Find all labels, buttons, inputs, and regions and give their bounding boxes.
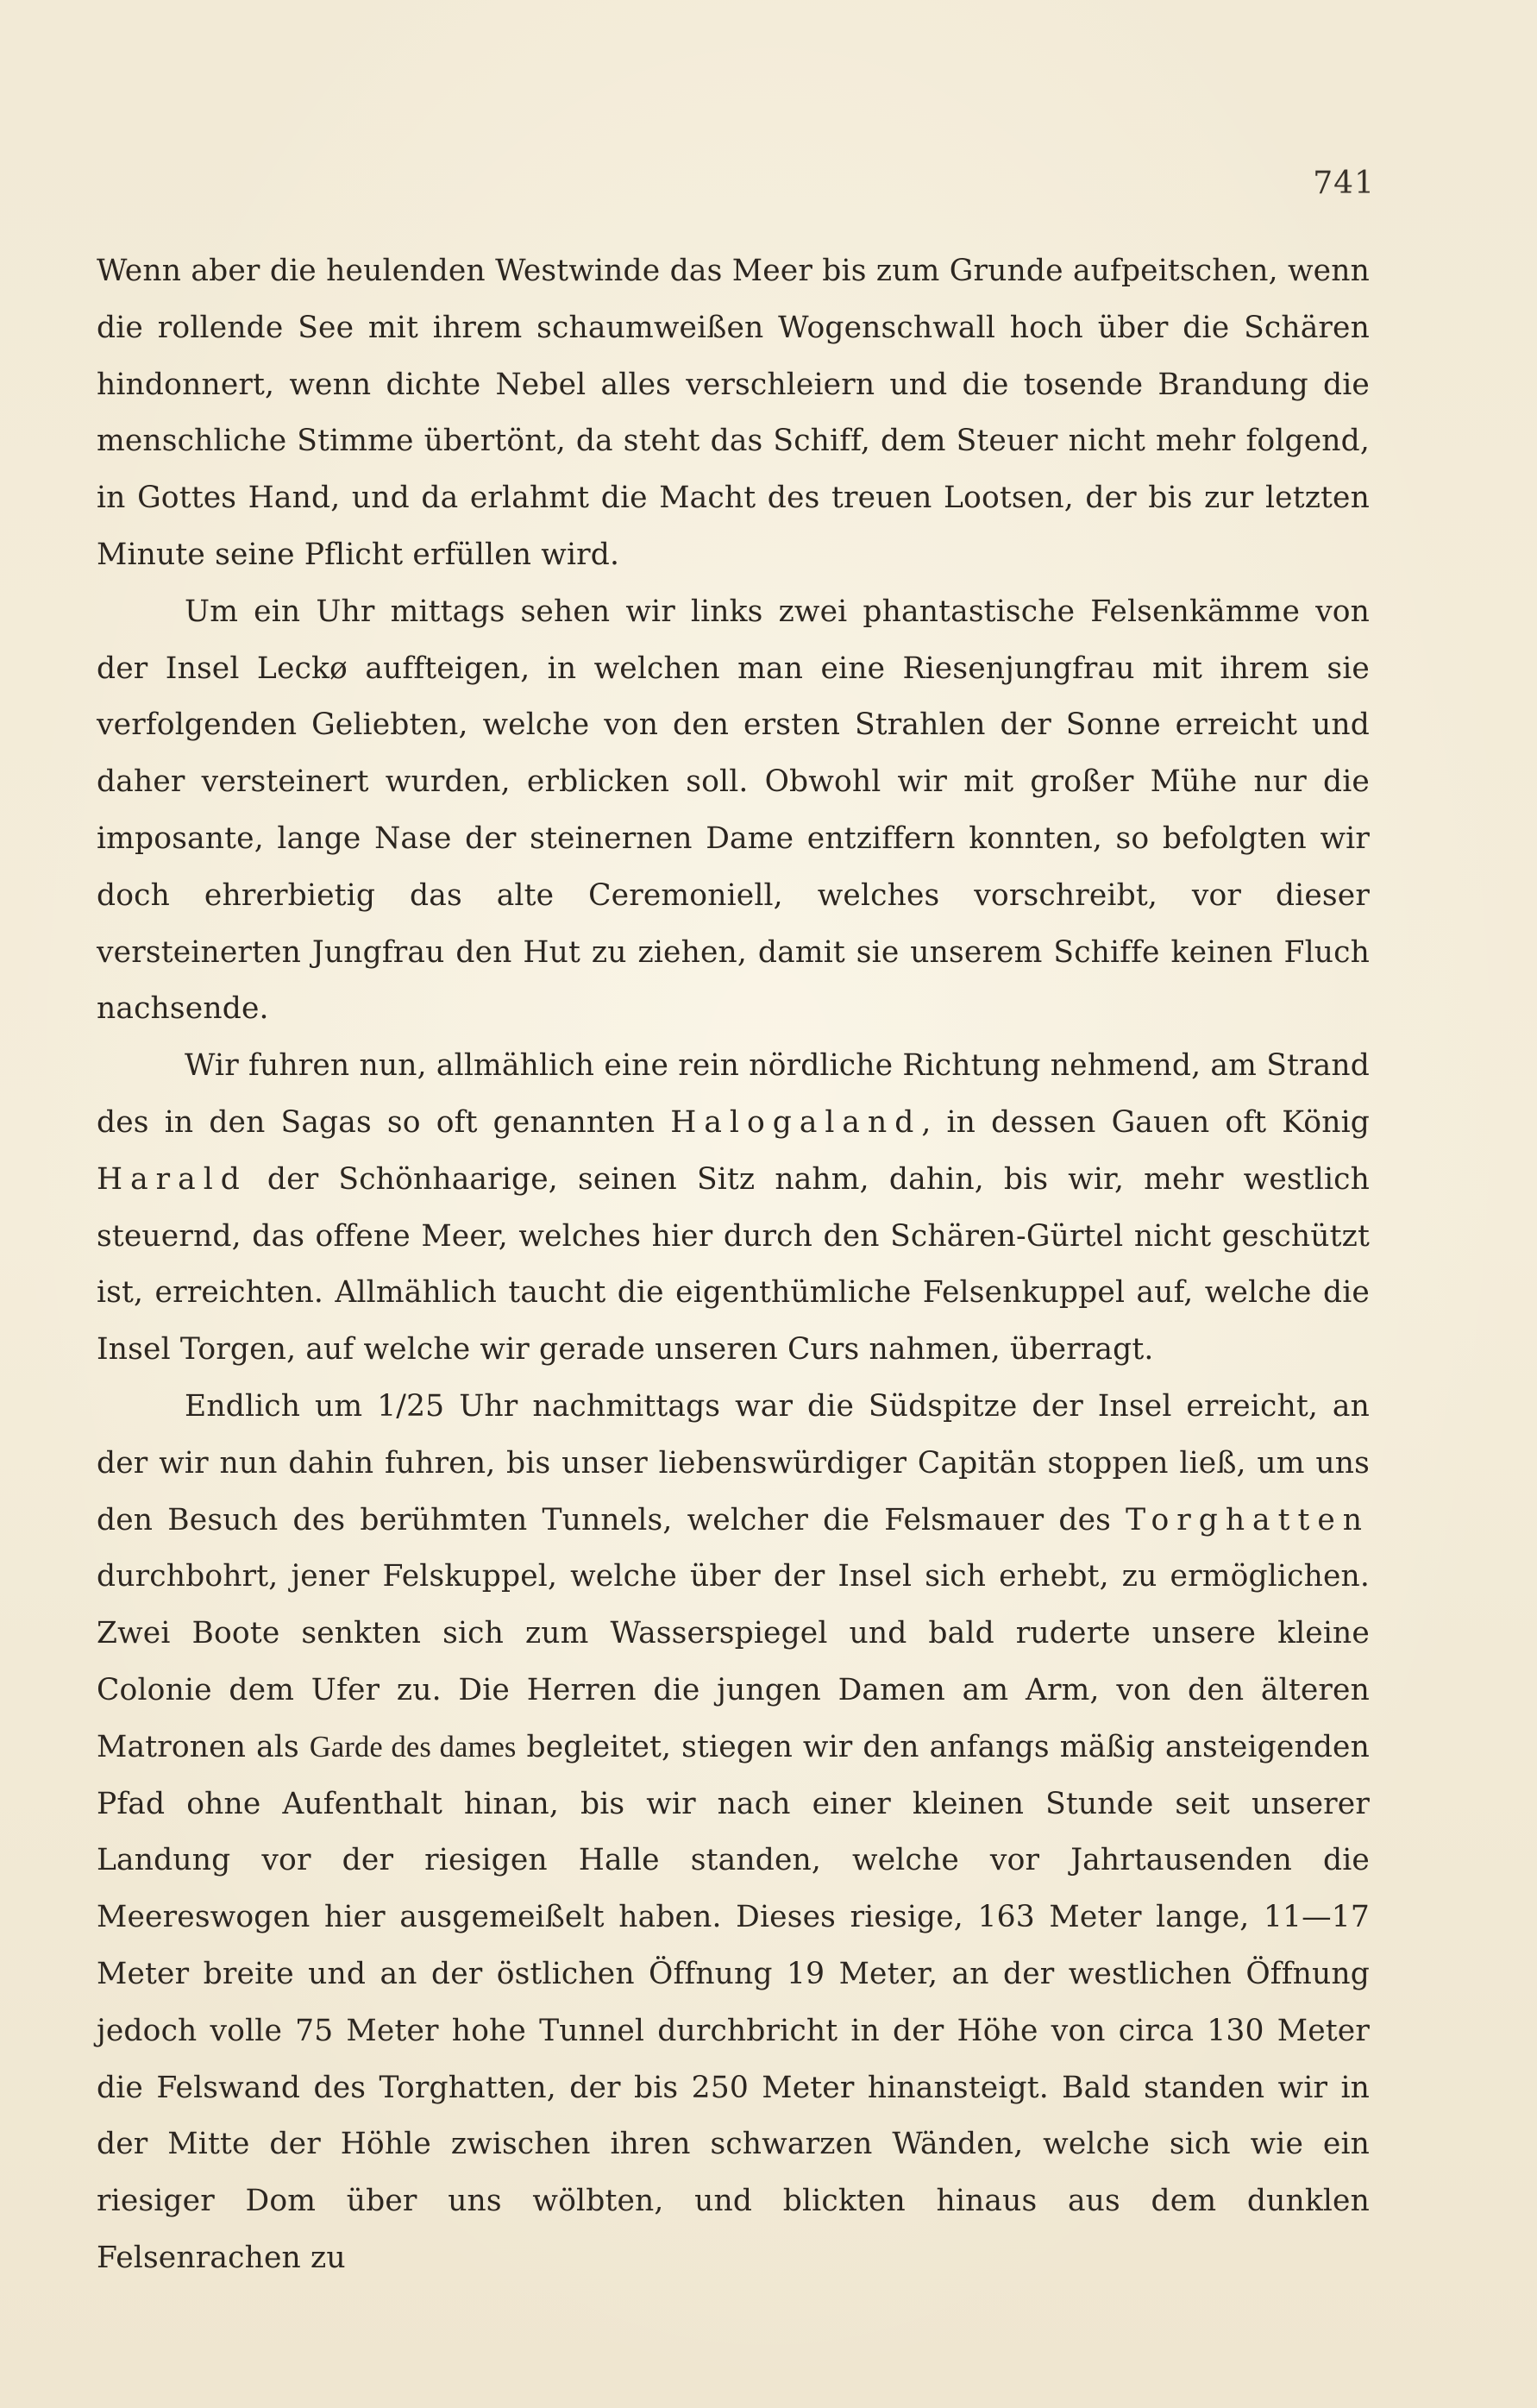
paragraph xyxy=(97,243,1370,584)
text-run: Endlich um 1/25 Uhr nachmittags war die Südspitze der Insel erreicht, an der wir nun dahin fuhren, bis unser liebenswürdiger Capitän stoppen ließ, um uns den Besuch des berühmten Tunnels, welcher die Felsmauer des xyxy=(97,1388,1370,1537)
spaced-name: Halogaland xyxy=(670,1104,922,1140)
text-run: begleitet, stiegen wir den anfangs mäßig ansteigenden Pfad ohne Aufenthalt hinan, bis wir nach einer kleinen Stunde seit unserer Landung vor der riesigen Halle standen, welche vor Jahrtausenden die Meereswogen hier ausgemeißelt haben. Dieses riesige, 163 Meter lange, 11—17 Meter breite und an der östlichen Öffnung 19 Meter, an der westlichen Öffnung jedoch volle 75 Meter hohe Tunnel durchbricht in der Höhe von circa 130 Meter die Felswand des Torghatten, der bis 250 Meter hinansteigt. Bald standen wir in der Mitte der Höhle zwischen ihren schwarzen Wänden, welche sich wie ein riesiger Dom über uns wölbten, und blickten hinaus aus dem dunklen Felsenrachen zu xyxy=(97,1729,1370,2275)
paragraph xyxy=(97,1379,1370,2287)
page-number: 741 xyxy=(1313,166,1375,201)
spaced-name: Harald xyxy=(97,1161,248,1197)
text-run: Um ein Uhr mittags sehen wir links zwei phantastische Felsenkämme von der Insel Leckø auffteigen, in welchen man eine Riesenjungfrau mit ihrem sie verfolgenden Geliebten, welche von den ersten Strahlen der Sonne erreicht und daher versteinert wurden, erblicken soll. Obwohl wir mit großer Mühe nur die imposante, lange Nase der steinernen Dame entziffern konnten, so befolgten wir doch ehrerbietig das alte Ceremoniell, welches vorschreibt, vor dieser versteinerten Jungfrau den Hut zu ziehen, damit sie unserem Schiffe keinen Fluch nachsende. xyxy=(97,594,1370,1027)
paragraph xyxy=(97,584,1370,1038)
spaced-name: Torghatten xyxy=(1126,1502,1370,1537)
paragraph xyxy=(97,1038,1370,1379)
text-run: , in dessen Gauen oft König xyxy=(921,1104,1370,1140)
text-run: der Schönhaarige, seinen Sitz nahm, dahin, bis wir, mehr westlich steuernd, das offene Meer, welches hier durch den Schären-Gürtel nicht geschützt ist, erreichten. Allmählich taucht die eigenthümliche Felsenkuppel auf, welche die Insel Torgen, auf welche wir gerade unseren Curs nahmen, überragt. xyxy=(97,1161,1370,1367)
text-run: durchbohrt, jener Felskuppel, welche über der Insel sich erhebt, zu ermöglichen. Zwei Boote senkten sich zum Wasserspiegel und bald ruderte unsere kleine Colonie dem Ufer zu. Die Herren die jungen Damen am Arm, von den älteren Matronen als xyxy=(97,1559,1370,1764)
latin-phrase: Garde des dames xyxy=(309,1730,517,1764)
text-run: Wir fuhren nun, allmählich eine rein nördliche Richtung nehmend, am Strand des in den Sagas so oft genannten xyxy=(97,1048,1370,1140)
text-run: Wenn aber die heulenden Westwinde das Meer bis zum Grunde aufpeitschen, wenn die rollende See mit ihrem schaumweißen Wogenschwall hoch über die Schären hindonnert, wenn dichte Nebel alles verschleiern und die tosende Brandung die menschliche Stimme übertönt, da steht das Schiff, dem Steuer nicht mehr folgend, in Gottes Hand, und da erlahmt die Macht des treuen Lootsen, der bis zur letzten Minute seine Pflicht erfüllen wird. xyxy=(97,254,1370,572)
body-text xyxy=(97,243,1370,2287)
